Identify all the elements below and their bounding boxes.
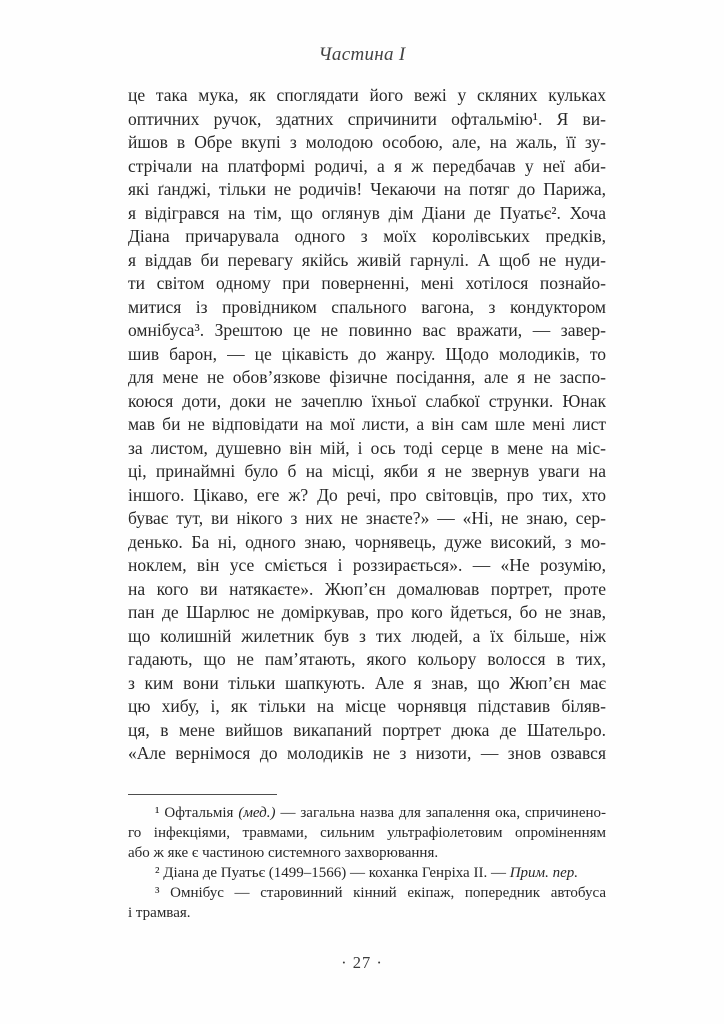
body-text-line: оптичних ручок, здатних спричинити офтальмію¹. Я ви- xyxy=(128,108,606,129)
footnote-line xyxy=(128,883,606,903)
footnote-text-segment: і трамвая. xyxy=(128,905,191,921)
body-text-line: іншого. Цікаво, еге ж? До речі, про світовців, про тих, хто xyxy=(128,484,606,505)
footnote-line xyxy=(128,803,606,823)
body-text-line: йшов в Обре вкупі з молодою особою, але, на жаль, її зу- xyxy=(128,132,606,152)
body-text-line: ноклем, він усе сміється і роззирається». — «Не розумію, xyxy=(128,555,606,575)
body-text-line: ти світом одному при поверненні, мені хотілося познайо- xyxy=(128,273,606,293)
body-text-line: я відігрався на тім, що оглянув дім Діани де Пуатьє². Хоча xyxy=(128,202,606,223)
footnote-text-segment: ³ Омнібус — старовинний кінний екіпаж, попередник автобуса xyxy=(155,885,606,901)
body-text-line: мав би не відповідати на мої листи, а він сам шле мені лист xyxy=(128,414,606,434)
footnote-line xyxy=(128,863,606,883)
body-text-line: це така мука, як споглядати його вежі у скляних кульках xyxy=(128,85,606,105)
body-text-line: стрічали на платформі родичі, а я ж передбачав у неї аби- xyxy=(128,155,606,176)
footnote-text-segment: ¹ Офтальмія xyxy=(155,805,239,821)
body-text-line: які ґанджі, тільки не родичів! Чекаючи на потяг до Парижа, xyxy=(128,179,606,199)
body-text-line: коюся доти, доки не зачеплю їхньої слабкої струнки. Юнак xyxy=(128,390,606,411)
body-text-line: для мене не обов’язкове фізичне посідання, але я не заспо- xyxy=(128,367,606,387)
body-text-line: буває тут, ви нікого з них не знаєте?» — «Ні, не знаю, сер- xyxy=(128,508,606,528)
body-text-line: пан де Шарлюс не доміркував, про кого йдеться, бо не знав, xyxy=(128,602,606,622)
footnote-separator xyxy=(128,794,277,795)
footnote-line xyxy=(128,903,606,923)
body-text-line: омнібуса³. Зрештою це не повинно вас вражати, — завер- xyxy=(128,320,606,340)
body-text-line: що колишній жилетник був з тих людей, а їх більше, ніж xyxy=(128,625,606,646)
page-number: · 27 · xyxy=(341,953,383,972)
footnote-italic-segment: (мед.) xyxy=(238,805,276,821)
footnote-text-segment: ² Діана де Пуатьє (1499–1566) — коханка Генріха II. — xyxy=(155,865,510,881)
body-text-line: митися із провідником спального вагона, з кондуктором xyxy=(128,296,606,317)
body-text-line: за листом, душевно він мій, і ось тоді серце в мене на міс- xyxy=(128,437,606,458)
body-text-line: я віддав би перевагу якійсь живій гарнулі. А щоб не нуди- xyxy=(128,249,606,270)
body-text-line: гадають, що не пам’ятають, якого кольору волосся в тих, xyxy=(128,649,606,669)
footnote-line xyxy=(128,843,606,863)
body-text-line: «Але вернімося до молодиків не з низоти, — знов озвався xyxy=(128,743,606,763)
body-text-line: ці, принаймні було б на місці, якби я не звернув уваги на xyxy=(128,461,606,481)
running-header: Частина I xyxy=(318,44,406,65)
body-text-line: шив барон, — це цікавість до жанру. Щодо молодиків, то xyxy=(128,343,606,364)
footnote-text-segment: — загальна назва для запалення ока, спричинено- xyxy=(275,805,606,821)
body-text xyxy=(128,84,606,766)
footnotes xyxy=(128,803,606,923)
body-text-line: ця, в мене вийшов викапаний портрет дюка де Шательро. xyxy=(128,719,606,740)
body-text-line: на кого ви натякаєте». Жюп’єн домалював портрет, проте xyxy=(128,578,606,599)
footnote-text-segment: го інфекціями, травмами, сильним ультрафіолетовим опроміненням xyxy=(128,825,606,841)
body-text-line: з ким вони тільки шапкують. Але я знав, що Жюп’єн має xyxy=(128,672,606,693)
body-text-line: цю хибу, і, як тільки на місце чорнявця підставив біляв- xyxy=(128,696,606,716)
body-text-line: денько. Ба ні, одного знаю, чорнявець, дуже високий, з мо- xyxy=(128,531,606,552)
footnote-line xyxy=(128,823,606,843)
footnote-italic-segment: Прим. пер. xyxy=(509,865,579,881)
footnote-text-segment: або ж яке є частиною системного захворювання. xyxy=(128,845,439,861)
body-text-line: Діана причарувала одного з моїх королівських предків, xyxy=(128,226,606,246)
